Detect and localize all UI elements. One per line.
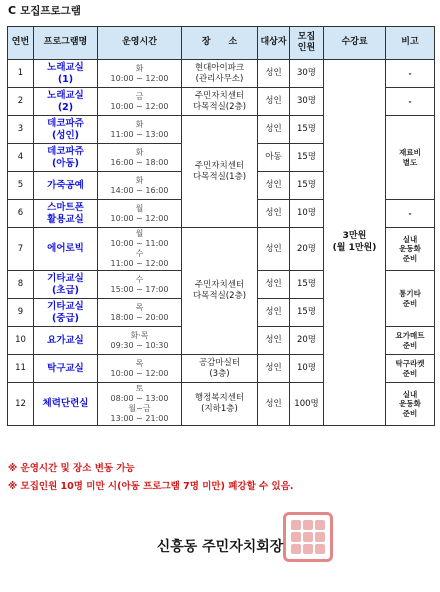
schedule: 화 10:00 ~ 12:00 bbox=[98, 60, 182, 88]
capacity: 100명 bbox=[290, 383, 324, 426]
header-program: 프로그램명 bbox=[34, 27, 98, 60]
capacity: 15명 bbox=[290, 144, 324, 172]
capacity: 20명 bbox=[290, 327, 324, 355]
header-no: 연번 bbox=[8, 27, 34, 60]
program-name: 가죽공예 bbox=[34, 172, 98, 200]
program-name: 노래교실 (2) bbox=[34, 88, 98, 116]
target: 성인 bbox=[258, 172, 290, 200]
signature-text: 신흥동 주민자치회장 bbox=[156, 539, 284, 555]
program-table bbox=[7, 26, 435, 426]
notice-item: ※ 운영시간 및 장소 변동 가능 bbox=[8, 463, 135, 474]
row-number: 5 bbox=[8, 172, 34, 200]
note: 실내 운동화 준비 bbox=[386, 228, 435, 271]
target: 성인 bbox=[258, 88, 290, 116]
program-name: 스마트폰 활용교실 bbox=[34, 200, 98, 228]
row-number: 8 bbox=[8, 271, 34, 299]
schedule: 수 15:00 ~ 17:00 bbox=[98, 271, 182, 299]
program-name: 데코파쥬 (성인) bbox=[34, 116, 98, 144]
target: 성인 bbox=[258, 299, 290, 327]
row-number: 4 bbox=[8, 144, 34, 172]
row-number: 9 bbox=[8, 299, 34, 327]
program-name: 노래교실 (1) bbox=[34, 60, 98, 88]
place: 주민자치센터 다목적실(2층) bbox=[182, 88, 258, 116]
schedule: 화·목 09:30 ~ 10:30 bbox=[98, 327, 182, 355]
header-target: 대상자 bbox=[258, 27, 290, 60]
program-name: 체력단련실 bbox=[34, 383, 98, 426]
table-header-row bbox=[8, 27, 435, 60]
official-seal bbox=[283, 512, 333, 562]
fee: 3만원 (월 1만원) bbox=[324, 60, 386, 426]
capacity: 15명 bbox=[290, 299, 324, 327]
target: 성인 bbox=[258, 355, 290, 383]
capacity: 30명 bbox=[290, 60, 324, 88]
title-text: 모집프로그램 bbox=[20, 5, 81, 17]
schedule: 목 18:00 ~ 20:00 bbox=[98, 299, 182, 327]
header-place: 장 소 bbox=[182, 27, 258, 60]
capacity: 15명 bbox=[290, 172, 324, 200]
note: - bbox=[386, 60, 435, 88]
row-number: 7 bbox=[8, 228, 34, 271]
header-fee: 수강료 bbox=[324, 27, 386, 60]
header-time: 운영시간 bbox=[98, 27, 182, 60]
schedule: 토 08:00 ~ 13:00 월~금 13:00 ~ 21:00 bbox=[98, 383, 182, 426]
target: 성인 bbox=[258, 116, 290, 144]
notice-list bbox=[8, 460, 294, 496]
target: 성인 bbox=[258, 327, 290, 355]
header-note: 비고 bbox=[386, 27, 435, 60]
target: 성인 bbox=[258, 60, 290, 88]
row-number: 3 bbox=[8, 116, 34, 144]
program-name: 기타교실 (초급) bbox=[34, 271, 98, 299]
note: - bbox=[386, 88, 435, 116]
target: 성인 bbox=[258, 228, 290, 271]
program-name: 기타교실 (중급) bbox=[34, 299, 98, 327]
note: 통기타 준비 bbox=[386, 271, 435, 327]
schedule: 화 14:00 ~ 16:00 bbox=[98, 172, 182, 200]
capacity: 15명 bbox=[290, 116, 324, 144]
row-number: 11 bbox=[8, 355, 34, 383]
place: 현대아이파크 (관리사무소) bbox=[182, 60, 258, 88]
row-number: 12 bbox=[8, 383, 34, 426]
row-number: 10 bbox=[8, 327, 34, 355]
notice-item: ※ 모집인원 10명 미만 시(아동 프로그램 7명 미만) 폐강할 수 있음. bbox=[8, 481, 294, 492]
row-number: 2 bbox=[8, 88, 34, 116]
schedule: 목 10:00 ~ 12:00 bbox=[98, 355, 182, 383]
section-title bbox=[8, 3, 81, 18]
capacity: 20명 bbox=[290, 228, 324, 271]
schedule: 금 10:00 ~ 12:00 bbox=[98, 88, 182, 116]
place: 행정복지센터 (지하1층) bbox=[182, 383, 258, 426]
row-number: 1 bbox=[8, 60, 34, 88]
schedule: 화 16:00 ~ 18:00 bbox=[98, 144, 182, 172]
header-capacity: 모집 인원 bbox=[290, 27, 324, 60]
program-name: 에어로빅 bbox=[34, 228, 98, 271]
target: 성인 bbox=[258, 383, 290, 426]
target: 성인 bbox=[258, 271, 290, 299]
program-name: 요가교실 bbox=[34, 327, 98, 355]
note: 탁구라켓 준비 bbox=[386, 355, 435, 383]
schedule: 월 10:00 ~ 11:00 수 11:00 ~ 12:00 bbox=[98, 228, 182, 271]
note: 요가매트 준비 bbox=[386, 327, 435, 355]
row-number: 6 bbox=[8, 200, 34, 228]
capacity: 30명 bbox=[290, 88, 324, 116]
place: 주민자치센터 다목적실(2층) bbox=[182, 228, 258, 355]
place: 주민자치센터 다목적실(1층) bbox=[182, 116, 258, 228]
target: 성인 bbox=[258, 200, 290, 228]
capacity: 15명 bbox=[290, 271, 324, 299]
program-name: 탁구교실 bbox=[34, 355, 98, 383]
note: 재료비 별도 bbox=[386, 116, 435, 200]
target: 아동 bbox=[258, 144, 290, 172]
title-mark: C bbox=[8, 4, 17, 17]
schedule: 월 10:00 ~ 12:00 bbox=[98, 200, 182, 228]
capacity: 10명 bbox=[290, 200, 324, 228]
place: 공감마실터 (3층) bbox=[182, 355, 258, 383]
schedule: 화 11:00 ~ 13:00 bbox=[98, 116, 182, 144]
program-name: 데코파쥬 (아동) bbox=[34, 144, 98, 172]
note: - bbox=[386, 200, 435, 228]
table-row bbox=[8, 60, 435, 88]
note: 실내 운동화 준비 bbox=[386, 383, 435, 426]
table-body bbox=[8, 60, 435, 426]
capacity: 10명 bbox=[290, 355, 324, 383]
